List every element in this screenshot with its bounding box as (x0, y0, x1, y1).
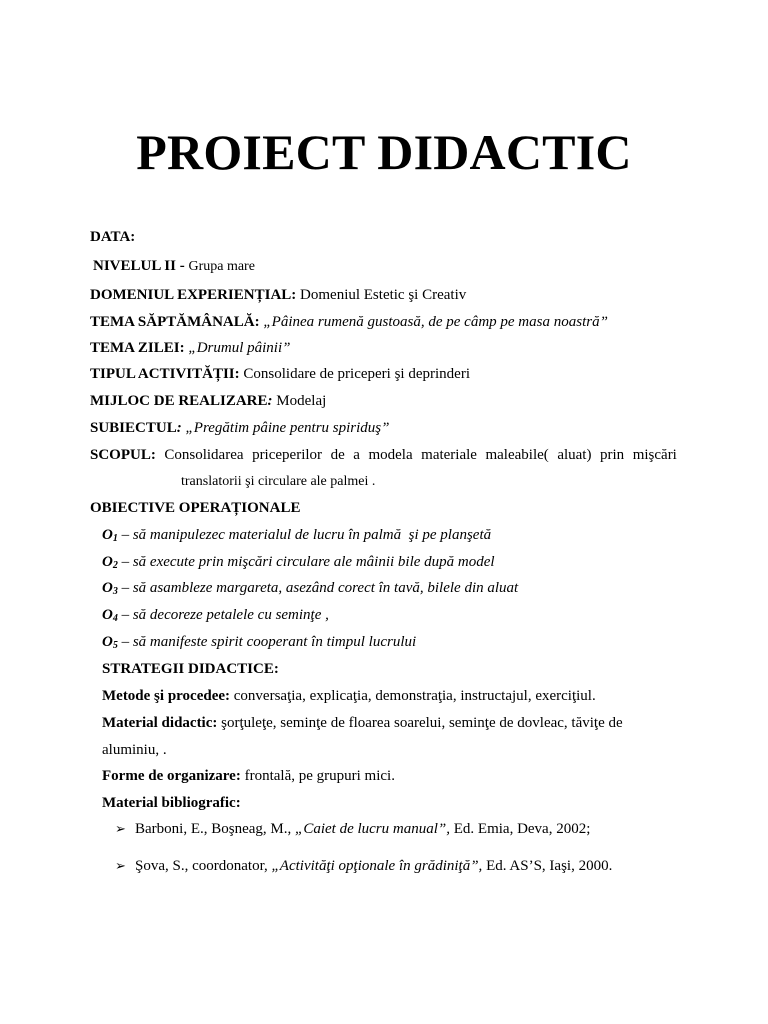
obiectiv-text: – să manipulezec materialul de lucru în palmă şi pe planşetă (117, 527, 492, 543)
obiectiv-item (102, 633, 416, 651)
obiectiv-code: $O_3$ (102, 580, 118, 597)
obiectiv-item (102, 579, 518, 597)
metode-value: conversaţia, explicaţia, demonstraţia, instructajul, exerciţiul. (230, 688, 596, 704)
bibliografie-heading: Material bibliografic: (102, 795, 241, 811)
obiectiv-code: $O_4$ (102, 607, 118, 624)
scopul-word: Consolidarea (164, 447, 244, 463)
forme-organizare-label: Forme de organizare: (102, 768, 241, 784)
mijloc-colon: : (267, 393, 273, 409)
nivel-line (93, 257, 255, 276)
tipul-activitatii-value: Consolidare de priceperi şi deprinderi (239, 366, 470, 382)
forme-organizare-line (102, 767, 395, 785)
scopul-word: prin (600, 447, 625, 463)
scopul-word: mişcări (632, 447, 677, 463)
obiectiv-item (102, 606, 329, 624)
subiectul-colon: : (176, 420, 182, 436)
obiectiv-item (102, 553, 495, 571)
tipul-activitatii-line (90, 365, 470, 383)
material-didactic-value: şorţuleţe, seminţe de floarea soarelui, seminţe de dovleac, tăviţe de (217, 715, 623, 731)
obiectiv-item (102, 526, 491, 544)
nivel-label: NIVELUL II - (93, 258, 189, 274)
bibliografie-item (115, 857, 612, 875)
arrow-bullet-icon: ➢ (115, 858, 126, 873)
obiectiv-code: $O_1$ (102, 527, 118, 544)
mijloc-label: MIJLOC DE REALIZARE (90, 393, 268, 409)
domeniu-label: DOMENIUL EXPERIENȚIAL: (90, 287, 297, 303)
obiective-heading: OBIECTIVE OPERAȚIONALE (90, 500, 301, 516)
nivel-value: Grupa mare (188, 259, 255, 274)
scopul-line1 (90, 446, 677, 464)
bibliografie-publisher: Ed. AS’S, Iaşi, 2000. (482, 858, 613, 874)
metode-line (102, 687, 596, 705)
subiectul-label: SUBIECTUL (90, 420, 177, 436)
scopul-word: a (353, 447, 360, 463)
material-didactic-line (102, 714, 623, 732)
bibliografie-title: „Activităţi opţionale în grădiniţă”, (271, 858, 483, 874)
bibliografie-authors: Şova, S., coordonator, (135, 858, 272, 874)
arrow-bullet-icon: ➢ (115, 821, 126, 836)
scopul-word: aluat) (557, 447, 592, 463)
forme-organizare-value: frontală, pe grupuri mici. (240, 768, 395, 784)
bibliografie-title: „Caiet de lucru manual”, (294, 821, 450, 837)
tema-zilei-line (90, 339, 290, 357)
scopul-word: materiale (421, 447, 477, 463)
mijloc-line (90, 392, 326, 410)
domeniu-value: Domeniul Estetic şi Creativ (296, 287, 467, 303)
obiectiv-text: – să execute prin mişcări circulare ale mâinii bile după model (117, 554, 495, 570)
tema-saptamanala-value: „Pâinea rumenă gustoasă, de pe câmp pe masa noastră” (259, 314, 608, 330)
scopul-word: de (330, 447, 345, 463)
obiectiv-code: $O_5$ (102, 634, 118, 651)
subiectul-value: „Pregătim pâine pentru spiriduş” (181, 420, 390, 436)
tema-saptamanala-line (90, 313, 608, 331)
tipul-activitatii-label: TIPUL ACTIVITĂȚII: (90, 366, 240, 382)
subiectul-line (90, 419, 390, 437)
scopul-word: modela (368, 447, 413, 463)
scopul-word: maleabile( (485, 447, 549, 463)
material-didactic-line2: aluminiu, . (102, 742, 167, 758)
domeniu-line (90, 286, 466, 304)
scopul-word: priceperilor (252, 447, 323, 463)
mijloc-value: Modelaj (272, 393, 327, 409)
material-didactic-label: Material didactic: (102, 715, 218, 731)
bibliografie-authors: Barboni, E., Boşneag, M., (135, 821, 295, 837)
tema-zilei-label: TEMA ZILEI: (90, 340, 185, 356)
obiectiv-text: – să asambleze margareta, asezând corect în tavă, bilele din aluat (117, 580, 519, 596)
data-label: DATA: (90, 229, 136, 245)
document-title: PROIECT DIDACTIC (136, 124, 632, 180)
obiectiv-text: – să manifeste spirit cooperant în timpul lucrului (117, 634, 417, 650)
metode-label: Metode şi procedee: (102, 688, 231, 704)
tema-zilei-value: „Drumul pâinii” (184, 340, 291, 356)
bibliografie-item (115, 820, 590, 838)
strategii-heading: STRATEGII DIDACTICE: (102, 661, 279, 677)
scopul-line2: translatorii şi circulare ale palmei . (181, 474, 376, 489)
obiectiv-code: $O_2$ (102, 554, 118, 571)
scopul-label: SCOPUL: (90, 447, 156, 463)
tema-saptamanala-label: TEMA SĂPTĂMÂNALĂ: (90, 314, 260, 330)
bibliografie-publisher: Ed. Emia, Deva, 2002; (450, 821, 591, 837)
obiectiv-text: – să decoreze petalele cu seminţe , (117, 607, 329, 623)
